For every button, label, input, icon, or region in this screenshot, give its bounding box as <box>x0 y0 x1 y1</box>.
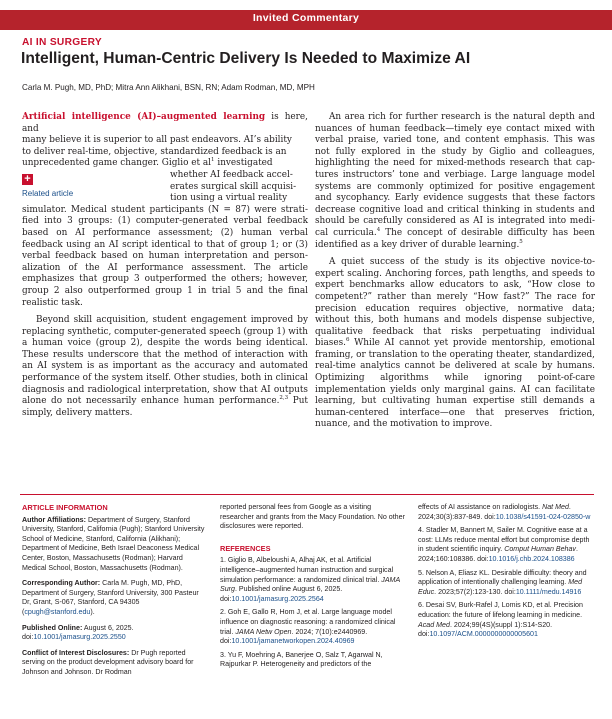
doi-link[interactable]: 10.1001/jamasurg.2025.2564 <box>231 594 324 603</box>
doi-link[interactable]: 10.1038/s41591-024-02850-w <box>495 512 591 521</box>
references-column-1 <box>220 503 405 674</box>
reference-item: 1. Giglio B, Albeloushi A, Alhaj AK, et al. Artificial intelligence–augmented human instruction and surgical simulation performance: a randomized clinical trial. JAMA Surg. Published online August 6, 2025. doi:10.1001/jamasurg.2025.2564 <box>220 556 400 603</box>
body-column-right <box>315 112 595 431</box>
doi-link[interactable]: 10.1001/jamanetworkopen.2024.40969 <box>231 637 355 646</box>
citation-marker[interactable]: 2,3 <box>279 395 289 402</box>
paragraph-4: A quiet success of the study is its objective novice-to-expert scaling. Anchoring forces, path lengths, and speeds to expert benchmarks allow educators to ask, “How close to competent?” rather than merely “How fast?” The race for precision education requires objective, normative data; without this, both humans and models dispense subjective, qualitative feedback that risks perpetuating individual biases.$^6$ While AI cannot yet provide mentorship, emotional framing, or translation to the operating theater, standardized, real-time analytics cannot be delivered at scale by humans. Optimizing algorithms while ignoring point-of-care implementation yields only marginal gains. AI can facilitate learning, but cultivating human expertise still demands a human-centered interface—one that preserves friction, nuance, and the motivation to improve. <box>315 257 595 430</box>
corresponding-author: Corresponding Author: Carla M. Pugh, MD, PhD, Department of Surgery, Stanford University, 300 Pasteur Dr, Grant, S-067, Stanford, CA 94305 (cpugh@stanford.edu). <box>22 579 199 616</box>
paragraph-1-rest: simulator. Medical student participants (N = 87) were stratified into 3 groups: (1) computer-generated verbal feedback based on AI performance assessment; (2) human verbal feedback using an AI script identical to that of group 1; or (3) verbal feedback based on human interpretation and personalization of the AI performance assessment. The article emphasizes that group 3 outperformed the others; however, group 2 also outperformed group 1 in trial 5 and the final realistic task. <box>22 204 308 308</box>
doi-link[interactable]: 10.1097/ACM.0000000000005601 <box>429 630 538 639</box>
citation-marker[interactable]: 4 <box>376 226 381 233</box>
email-link[interactable]: cpugh@stanford.edu <box>24 607 91 616</box>
plus-icon[interactable]: + <box>22 174 33 185</box>
conflict-disclosures-continued: reported personal fees from Google as a visiting researcher and grants from the Macy Foundation. No other disclosures were reported. <box>220 503 405 531</box>
related-article-link[interactable] <box>22 174 107 198</box>
author-list: Carla M. Pugh, MD, PhD; Mitra Ann Alikhani, BSN, RN; Adam Rodman, MD, MPH <box>22 83 315 92</box>
reference-item-continued: effects of AI assistance on radiologists. Nat Med. 2024;30(3):837-849. doi:10.1038/s41591-024-02850-w <box>418 503 591 521</box>
section-label: AI IN SURGERY <box>22 37 102 48</box>
conflict-disclosures: Conflict of Interest Disclosures: Dr Pugh reported serving on the product development advisory board for Johnson and Johnson. Dr Rodman <box>22 648 194 676</box>
publication-info: Published Online: August 6, 2025. doi:10.1001/jamasurg.2025.2550 <box>22 623 134 642</box>
paragraph-2: Beyond skill acquisition, student engagement improved by replacing synthetic, computer-generated speech (group 1) with a human voice (group 2), despite the words being identical. These results underscore that the method of interaction with an AI system is as important as the accuracy and automated performance of the system itself. Other studies, both in clinical diagnosis and radiological interpretation, show that AI outputs alone do not necessarily enhance human performance.$^{2,3}$ Put simply, delivery matters. <box>22 315 308 418</box>
lead-in-text: Artificial intelligence (AI)–augmented learning <box>22 112 266 122</box>
doi-link[interactable]: 10.1111/medu.14916 <box>515 587 582 596</box>
paragraph-1-opening: Artificial intelligence (AI)–augmented learning is here, and many believe it is superior to all past endeavors. AI’s ability to deliver real-time, objective, standardized feedback is an unprecedented game changer. Giglio et $al^1$ investigated whether AI feedback accel- erates surgical skill acquisi- tion using a virtual reality <box>22 112 308 204</box>
banner-title: Invited Commentary <box>252 12 360 24</box>
references-column-2 <box>418 503 596 644</box>
author-affiliations: Author Affiliations: Department of Surgery, Stanford University, Stanford, California (Pugh); Stanford University School of Medicine, Stanford, California (Alikhani); Department of Medicine, Beth Israel Deaconess Medical Center, Boston, Massachusetts (Rodman); Harvard Medical School, Boston, Massachusetts (Rodman). <box>22 515 205 572</box>
article-information <box>22 503 207 678</box>
reference-item: 2. Goh E, Gallo R, Hom J, et al. Large language model influence on diagnostic reasoning: a randomized clinical trial. JAMA Netw Open. 2024; 7(10):e2440969. doi:10.1001/jamanetworkopen.2024.40969 <box>220 608 396 646</box>
related-article-label[interactable]: Related article <box>22 189 74 198</box>
references-heading: REFERENCES <box>220 543 271 553</box>
section-divider <box>20 494 594 495</box>
paragraph-3: An area rich for further research is the natural depth and nuances of human feedback—timely eye contact mixed with verbal praise, varied tone, and content emphasis. This was not fully explored in the study by Giglio and colleagues, highlighting the need for mixed-methods research that captures instructors’ tone and verbiage. Large language model systems are commonly optimized for positive engagement and sycophancy. Early evidence suggests that these factors decrease cognitive load and critical thinking in students and should be carefully considered as AI is integrated into medical curricula.$^4$ The concept of desirable difficulty has been identified as a key driver of durable learning.$^5$ <box>315 112 595 250</box>
article-info-heading: ARTICLE INFORMATION <box>22 503 108 512</box>
reference-item: 5. Nelson A, Eliasz KL. Desirable difficulty: theory and application of intentionally challenging learning. Med Educ. 2023;57(2):123-130. doi:10.1111/medu.14916 <box>418 568 587 596</box>
reference-item: 6. Desai SV, Burk-Rafel J, Lomis KD, et al. Precision education: the future of lifelong learning in medicine. Acad Med. 2024;99(4S)(suppl 1):S14-S20. doi:10.1097/ACM.0000000000005601 <box>418 601 583 639</box>
citation-marker[interactable]: 5 <box>519 238 523 245</box>
doi-link[interactable]: 10.1016/j.chb.2024.108386 <box>488 554 575 563</box>
article-title: Intelligent, Human-Centric Delivery Is Needed to Maximize AI <box>21 50 471 67</box>
citation-marker[interactable]: 6 <box>346 337 350 344</box>
reference-item: 3. Yu F, Moehring A, Banerjee O, Salz T, Agarwal N, Rajpurkar P. Heterogeneity and predictors of the <box>220 650 383 669</box>
body-column-left <box>22 112 308 419</box>
doi-link[interactable]: 10.1001/jamasurg.2025.2550 <box>33 633 126 642</box>
citation-marker[interactable]: 1 <box>211 157 215 164</box>
reference-item: 4. Stadler M, Bannert M, Sailer M. Cognitive ease at a cost: LLMs reduce mental effort but compromise depth in student scientific inquiry. Comput Human Behav. 2024;160:108386. doi:10.1016/j.chb.2024.108386 <box>418 526 590 563</box>
header-banner <box>0 10 612 30</box>
